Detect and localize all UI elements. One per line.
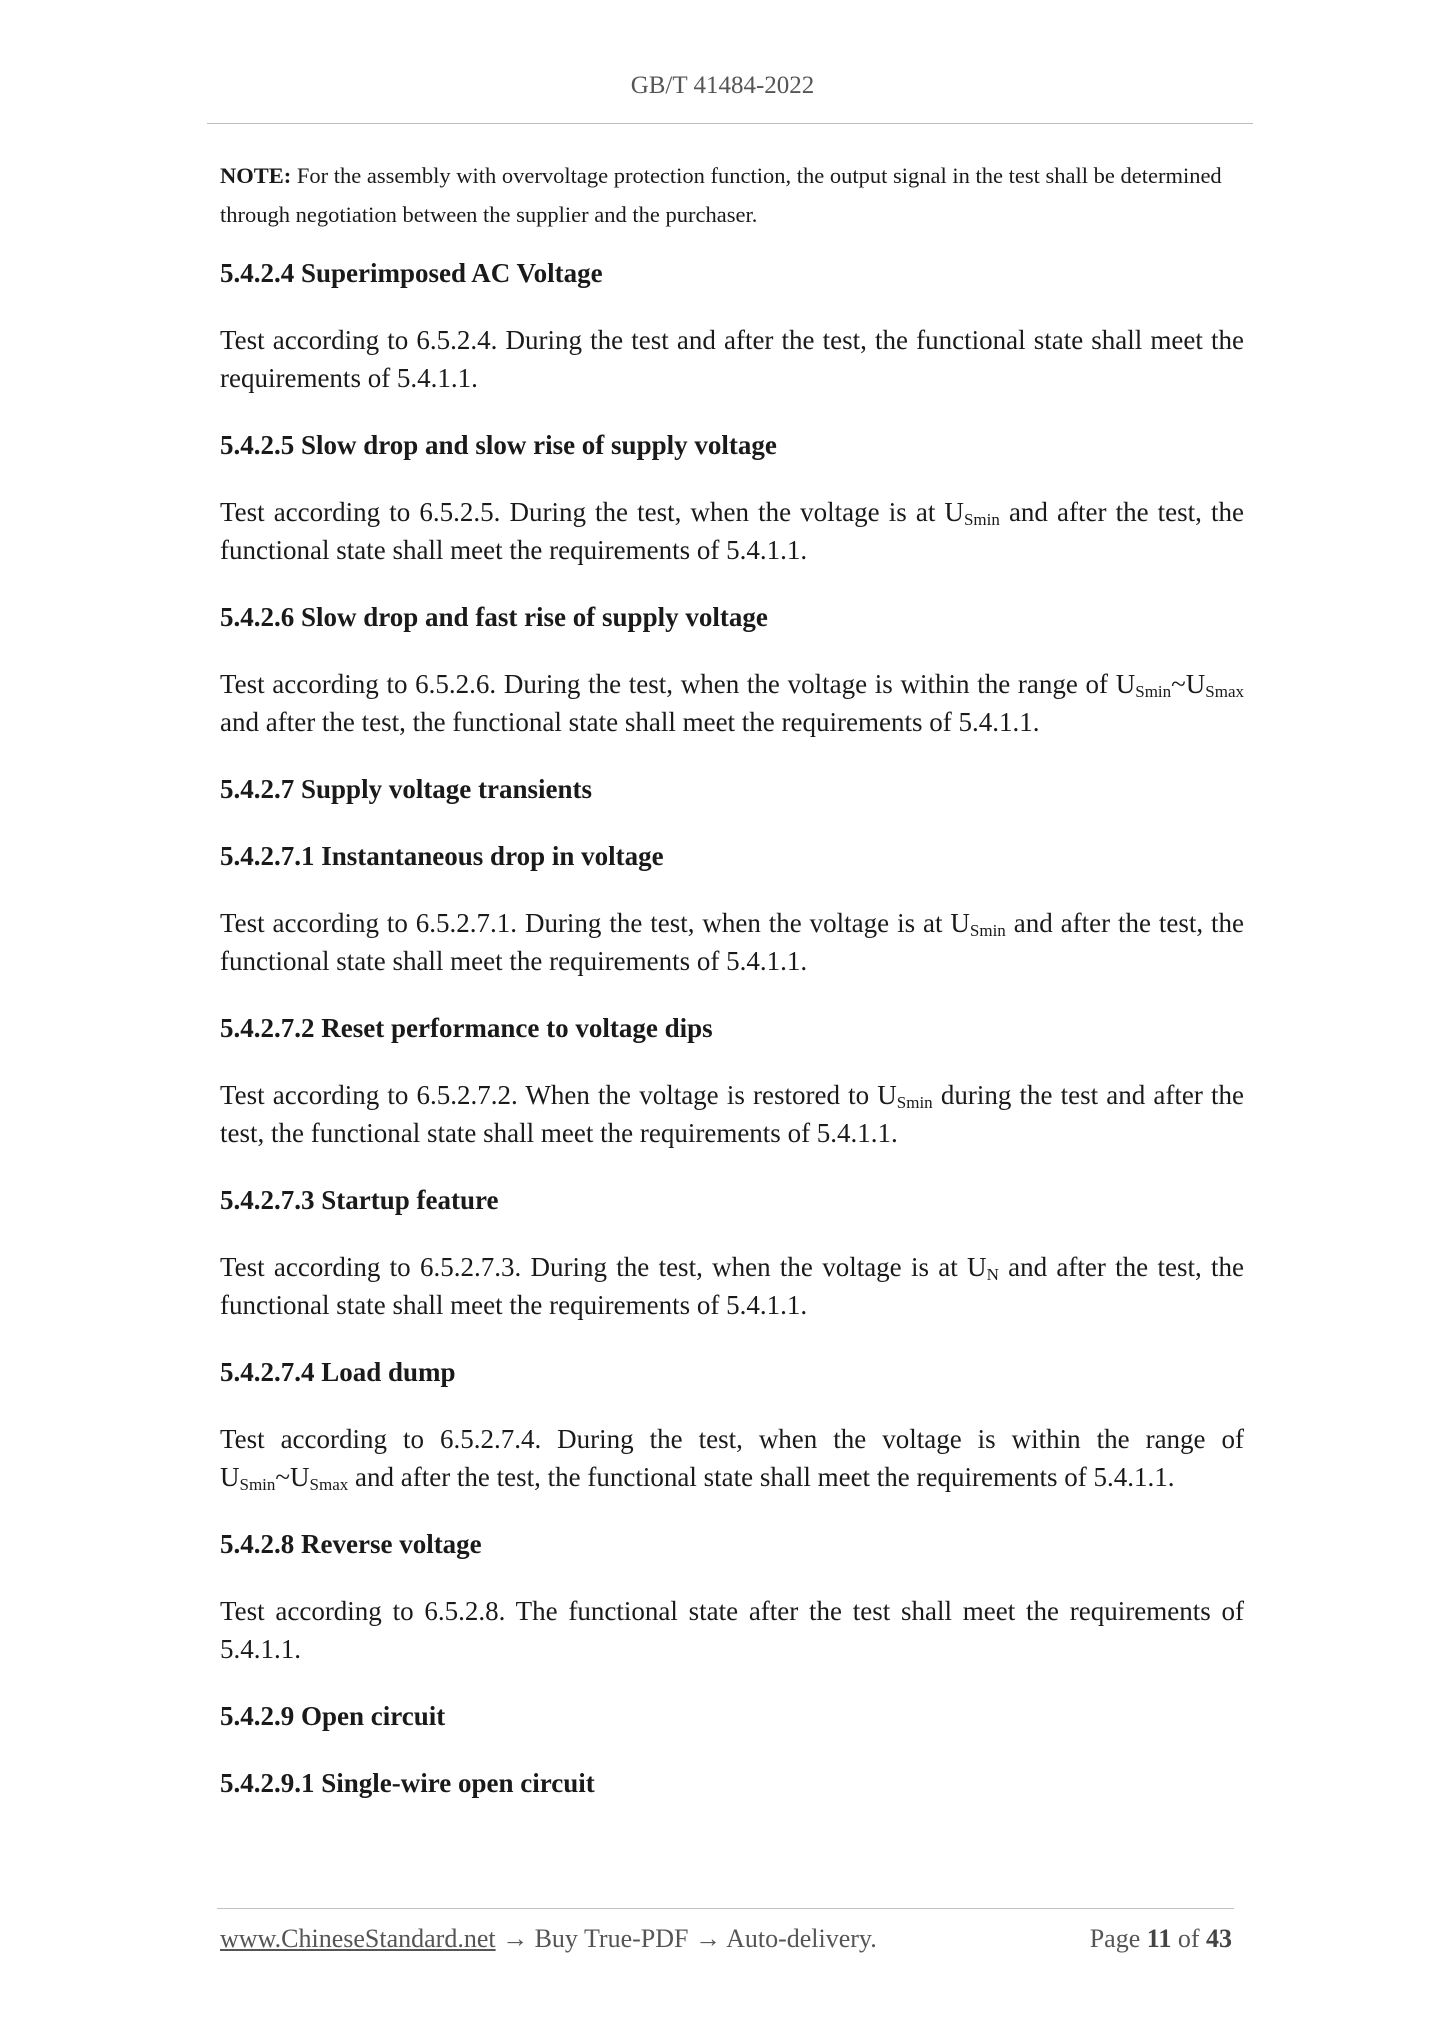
note-label: NOTE: <box>220 163 292 188</box>
heading-5-4-2-7-3: 5.4.2.7.3 Startup feature <box>220 1185 499 1215</box>
auto-delivery-text: Auto-delivery. <box>726 1924 877 1953</box>
page-footer <box>220 1924 1232 1954</box>
chinesestandard-link[interactable]: www.ChineseStandard.net <box>220 1924 496 1953</box>
page-number: Page 11 of 43 <box>1089 1924 1232 1953</box>
heading-5-4-2-5: 5.4.2.5 Slow drop and slow rise of supply voltage <box>220 430 777 460</box>
buy-true-pdf-text: Buy True-PDF <box>534 1924 689 1953</box>
arrow-right-icon: → <box>695 1924 721 1953</box>
heading-5-4-2-7-2: 5.4.2.7.2 Reset performance to voltage dips <box>220 1013 713 1043</box>
document-body <box>220 156 1244 1801</box>
paragraph-5-4-2-6: Test according to 6.5.2.6. During the test, when the voltage is within the range of $U_{Smin}\sim U_{Smax}$ and after the test, the functional state shall meet the requirements of 5.4.1.1. <box>220 669 1244 737</box>
paragraph-5-4-2-7-4: Test according to 6.5.2.7.4. During the test, when the voltage is within the range of $U_{Smin}\sim U_{Smax}$ and after the test, the functional state shall meet the requirements of 5.4.1.1. <box>220 1424 1244 1494</box>
heading-5-4-2-8: 5.4.2.8 Reverse voltage <box>220 1529 482 1559</box>
footer-promo <box>220 1924 877 1954</box>
footer-divider <box>217 1908 1234 1909</box>
document-code-header: GB/T 41484-2022 <box>630 72 815 99</box>
heading-5-4-2-4: 5.4.2.4 Superimposed AC Voltage <box>220 258 603 288</box>
paragraph-5-4-2-7-3: Test according to 6.5.2.7.3. During the test, when the voltage is at $U_N$ and after the test, the functional state shall meet the requirements of 5.4.1.1. <box>220 1252 1244 1320</box>
paragraph-5-4-2-5: Test according to 6.5.2.5. During the test, when the voltage is at $U_{Smin}$ and after the test, the functional state shall meet the requirements of 5.4.1.1. <box>220 497 1245 565</box>
note-paragraph <box>220 156 1244 234</box>
paragraph-5-4-2-7-1: Test according to 6.5.2.7.1. During the test, when the voltage is at $U_{Smin}$ and after the test, the functional state shall meet the requirements of 5.4.1.1. <box>220 908 1245 976</box>
heading-5-4-2-7-1: 5.4.2.7.1 Instantaneous drop in voltage <box>220 841 664 871</box>
note-text: For the assembly with overvoltage protection function, the output signal in the test shall be determined through negotiation between the supplier and the purchaser. <box>220 163 1222 227</box>
paragraph-5-4-2-7-2: Test according to 6.5.2.7.2. When the voltage is restored to $U_{Smin}$ during the test and after the test, the functional state shall meet the requirements of 5.4.1.1. <box>220 1080 1244 1148</box>
total-pages: 43 <box>1206 1924 1232 1953</box>
heading-5-4-2-7: 5.4.2.7 Supply voltage transients <box>220 774 593 804</box>
header-divider <box>207 123 1253 124</box>
heading-5-4-2-6: 5.4.2.6 Slow drop and fast rise of supply voltage <box>220 602 768 632</box>
paragraph-5-4-2-8: Test according to 6.5.2.8. The functional state after the test shall meet the requirements of 5.4.1.1. <box>220 1596 1244 1664</box>
heading-5-4-2-7-4: 5.4.2.7.4 Load dump <box>220 1357 456 1387</box>
heading-5-4-2-9: 5.4.2.9 Open circuit <box>220 1701 446 1731</box>
arrow-right-icon: → <box>502 1924 529 1953</box>
paragraph-5-4-2-4: Test according to 6.5.2.4. During the test and after the test, the functional state shall meet the requirements of 5.4.1.1. <box>220 325 1244 393</box>
heading-5-4-2-9-1: 5.4.2.9.1 Single-wire open circuit <box>220 1768 595 1798</box>
current-page: 11 <box>1146 1924 1172 1953</box>
